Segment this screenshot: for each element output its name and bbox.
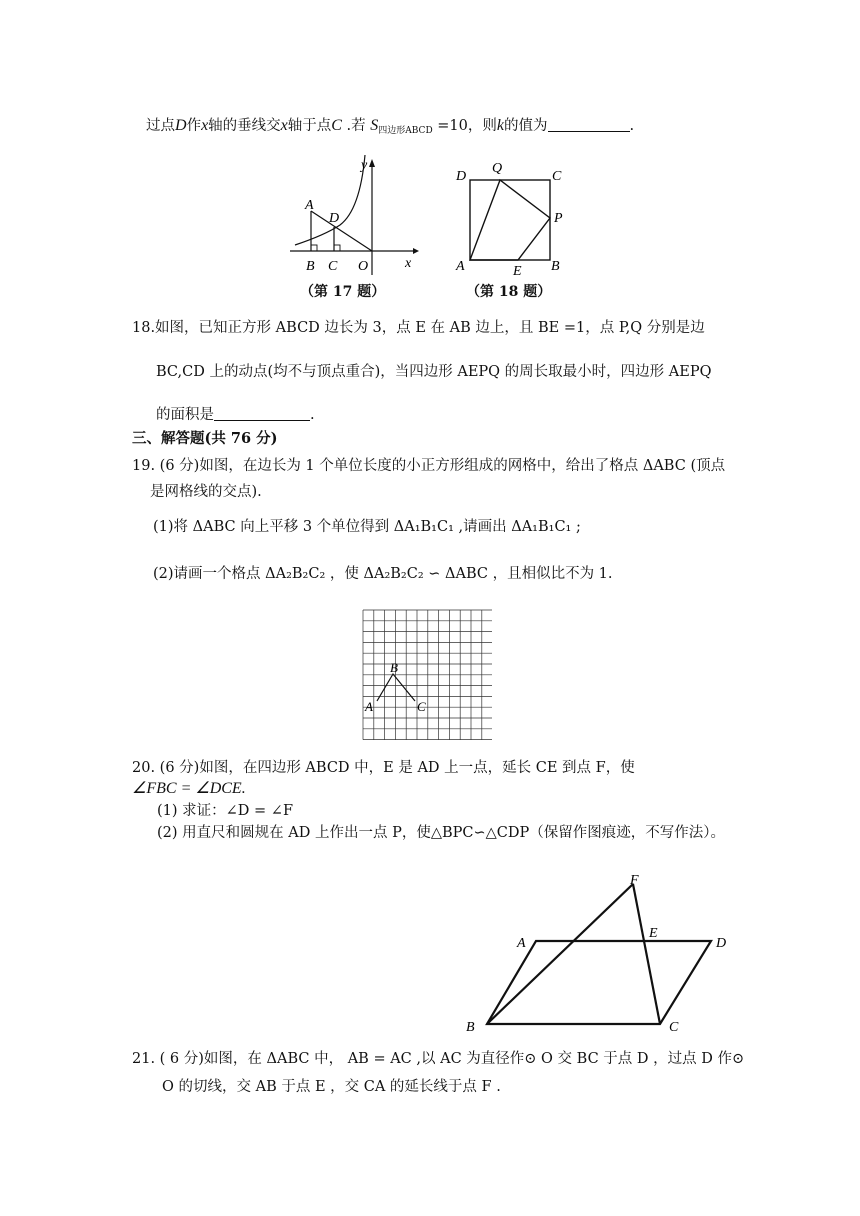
- fig17-label-C: C: [328, 259, 338, 274]
- fig20-label-E: E: [649, 926, 658, 941]
- q18-line-2: BC,CD 上的动点(均不与顶点重合)，当四边形 AEPQ 的周长取最小时，四边形 AEPQ: [156, 364, 712, 380]
- fig18-caption: （第 18 题）: [466, 284, 552, 300]
- q17-tail-line: 过点D作x轴的垂线交x轴于点C .若 $S_{四边形ABCD} =10$，则k的值为 .: [146, 117, 635, 136]
- q21-line-1: 21. ( 6 分)如图，在 ΔABC 中， AB = AC ,以 AC 为直径作⊙ O 交 BC 于点 D ，过点 D 作⊙: [132, 1051, 745, 1067]
- fig20-label-A: A: [517, 936, 526, 951]
- fig18-label-B: B: [551, 259, 560, 274]
- grid-figure: [360, 607, 492, 741]
- grid-label-C: C: [417, 699, 426, 714]
- fig17-label-O: O: [358, 259, 369, 274]
- fig20-label-F: F: [630, 873, 639, 888]
- q20-line-1: 20. (6 分)如图，在四边形 ABCD 中，E 是 AD 上一点，延长 CE 到点 F，使: [132, 760, 635, 776]
- fig17-label-x: x: [405, 256, 412, 271]
- q18-line-1: 18.如图，已知正方形 ABCD 边长为 3，点 E 在 AB 边上，且 BE =1，点 P,Q 分别是边: [132, 320, 705, 336]
- fig18-label-C: C: [552, 169, 562, 184]
- fig18-label-D: D: [456, 169, 467, 184]
- q18-line-3: 的面积是 .: [156, 407, 315, 423]
- q19-line-3: (1)将 ΔABC 向上平移 3 个单位得到 ΔA₁B₁C₁ ,请画出 ΔA₁B₁C₁ ;: [153, 519, 581, 535]
- fig20-label-D: D: [716, 936, 727, 951]
- fig18-label-P: P: [554, 211, 563, 226]
- q19-line-2: 是网格线的交点).: [150, 484, 262, 500]
- fig18-label-A: A: [456, 259, 465, 274]
- fig20-label-B: B: [466, 1020, 475, 1035]
- grid-lines: [363, 610, 492, 740]
- fig20-label-C: C: [669, 1020, 679, 1035]
- q20-line-4: (2) 用直尺和圆规在 AD 上作出一点 P，使△BPC∽△CDP（保留作图痕迹，不写作法）。: [157, 825, 726, 841]
- q19-line-1: 19. (6 分)如图，在边长为 1 个单位长度的小正方形组成的网格中，给出了格点 ΔABC (顶点: [132, 458, 726, 474]
- section-header: 三、解答题(共 76 分): [132, 430, 278, 447]
- fig17-label-B: B: [306, 259, 315, 274]
- grid-label-A: A: [365, 699, 373, 714]
- figure-17: [285, 155, 420, 280]
- answer-blank: [548, 117, 630, 132]
- q21-line-2: O 的切线，交 AB 于点 E ，交 CA 的延长线于点 F .: [162, 1079, 501, 1095]
- fig17-label-y: y: [361, 158, 368, 173]
- answer-blank: [214, 406, 310, 421]
- fig17-caption: （第 17 题）: [300, 284, 386, 300]
- q20-line-3: (1) 求证：∠D = ∠F: [157, 803, 294, 819]
- q19-line-4: (2)请画一个格点 ΔA₂B₂C₂ ，使 ΔA₂B₂C₂ ∽ ΔABC ，且相似比不为 1.: [153, 566, 613, 582]
- fig18-label-E: E: [513, 264, 522, 278]
- fig17-label-A: A: [305, 198, 314, 213]
- fig17-label-D: D: [329, 211, 340, 226]
- q20-line-2: ∠FBC = ∠DCE.: [132, 780, 246, 797]
- figure-20: [460, 870, 740, 1040]
- fig18-label-Q: Q: [492, 161, 503, 176]
- figure-18: [452, 158, 577, 278]
- grid-label-B: B: [390, 660, 398, 675]
